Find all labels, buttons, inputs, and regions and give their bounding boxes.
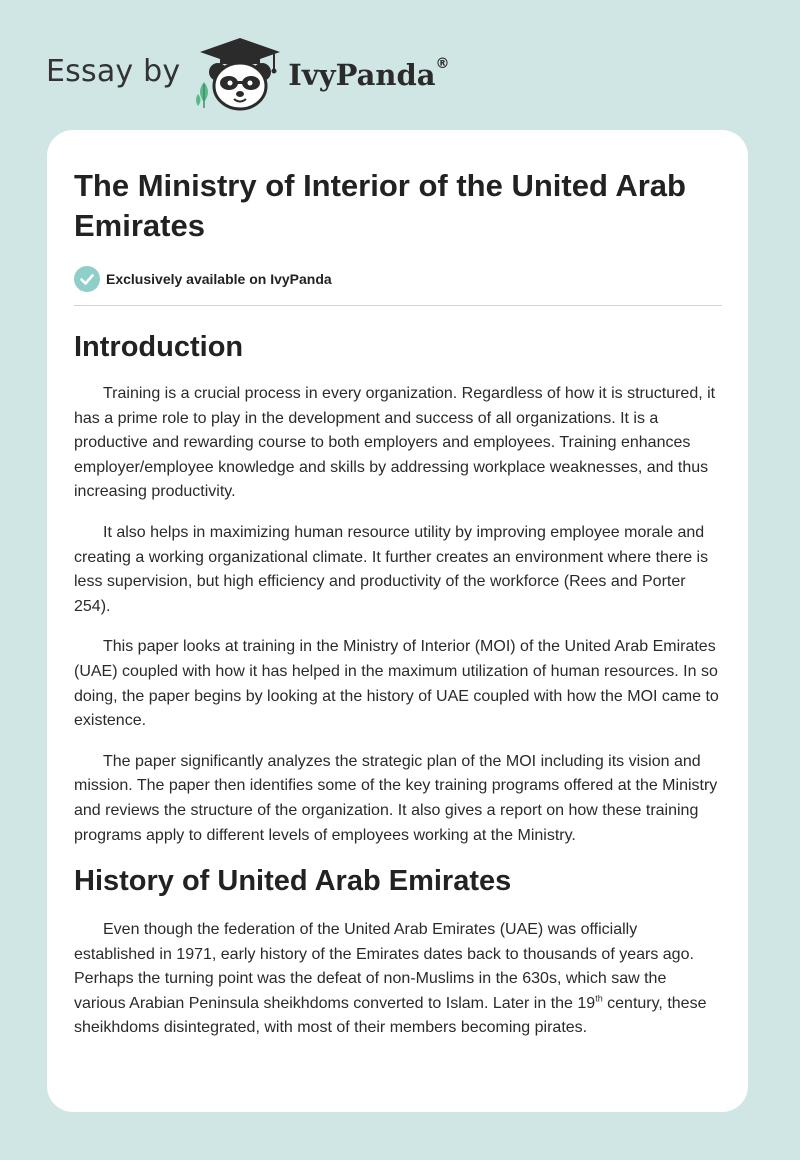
brand-name[interactable]: [288, 58, 449, 92]
paragraph-text: Even though the federation of the United Arab Emirates (UAE) was officially established in 1971, early history of the Emirates dates back to thousands of years ago. Perhaps the turning point was the defeat of non-Muslims in the 630s, which saw the various Arabian Peninsula sheikhdoms converted to Islam. Later in the 19: [74, 921, 694, 1012]
section-heading-introduction: Introduction: [74, 331, 244, 363]
paragraph: It also helps in maximizing human resource utility by improving employee morale and creating a working organizational climate. It further creates an environment where there is less supervision, but high efficiency and productivity of the workforce (Rees and Porter 254).: [74, 523, 709, 615]
site-header: [46, 34, 450, 114]
essay-card: [47, 130, 748, 1112]
paragraph: This paper looks at training in the Ministry of Interior (MOI) of the United Arab Emirates (UAE) coupled with how it has helped in the maximum utilization of human resources. In so doing, the paper begins by looking at the history of UAE coupled with how the MOI came to existence.: [74, 638, 719, 730]
essay-by-label: Essay by: [46, 53, 181, 89]
check-circle-icon: [74, 266, 100, 292]
section-heading-history: History of United Arab Emirates: [74, 865, 512, 898]
paragraph: Training is a crucial process in every organization. Regardless of how it is structured, it has a prime role to play in the development and success of all organizations. It is a productive and rewarding course to both employers and employees. Training enhances employer/employee knowledge and skills by addressing workplace weaknesses, and thus increasing productivity.: [74, 385, 716, 501]
divider: [74, 305, 722, 306]
registered-mark: ®: [435, 56, 450, 72]
paragraph: [74, 918, 721, 1041]
brand-text: IvyPanda: [288, 58, 436, 92]
superscript: th: [595, 993, 603, 1004]
ivypanda-logo-icon[interactable]: [194, 36, 286, 112]
exclusive-badge: [74, 266, 721, 292]
essay-title: The Ministry of Interior of the United Arab Emirates: [74, 168, 686, 243]
paragraph-text: century, these sheikhdoms disintegrated, with most of their members becoming pirates.: [74, 994, 707, 1037]
paragraph: The paper significantly analyzes the strategic plan of the MOI including its vision and mission. The paper then identifies some of the key training programs offered at the Ministry and reviews the structure of the organization. It also gives a report on how these training programs apply to different levels of employees working at the Ministry.: [74, 752, 718, 844]
exclusive-label: Exclusively available on IvyPanda: [106, 271, 332, 287]
